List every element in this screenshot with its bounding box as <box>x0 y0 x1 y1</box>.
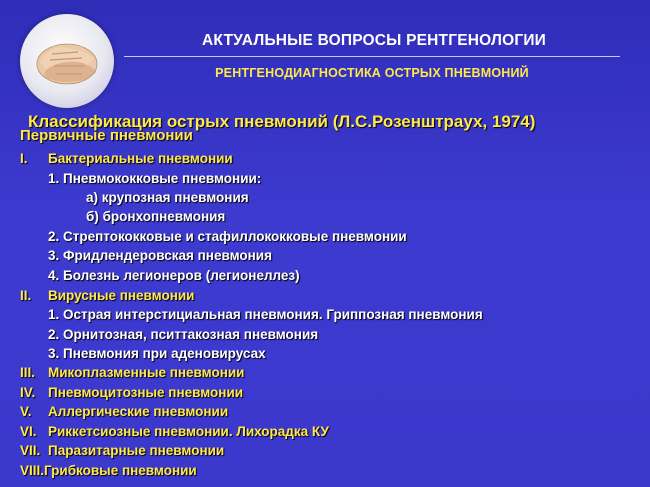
list-item: а) крупозная пневмония <box>86 190 249 205</box>
item-text: Аллергические пневмонии <box>48 404 229 419</box>
list-item: 2. Стрептококковые и стафиллококковые пневмонии <box>48 229 407 244</box>
item-text: Пневмоцитозные пневмонии <box>48 385 244 400</box>
hands-icon <box>20 14 114 108</box>
item-text: Бактериальные пневмонии <box>48 151 233 166</box>
item-text: Вирусные пневмонии <box>48 288 195 303</box>
item-number: VII. <box>20 443 41 458</box>
item-text: Микоплазменные пневмонии <box>48 365 245 380</box>
list-item: 3. Пневмония при аденовирусах <box>48 346 266 361</box>
item-number: VI. <box>20 424 37 439</box>
list-item <box>20 385 243 400</box>
list-item <box>20 288 194 303</box>
header-title: АКТУАЛЬНЫЕ ВОПРОСЫ РЕНТГЕНОЛОГИИ <box>202 32 546 49</box>
item-number: I. <box>20 151 28 166</box>
list-item: 1. Пневмококковые пневмонии: <box>48 171 262 186</box>
item-number: V. <box>20 404 32 419</box>
item-number: II. <box>20 288 32 303</box>
item-text: Грибковые пневмонии <box>44 463 197 478</box>
slide-title: Классификация острых пневмоний (Л.С.Розенштраух, 1974) <box>28 112 536 131</box>
item-text: Паразитарные пневмонии <box>48 443 225 458</box>
list-item: 4. Болезнь легионеров (легионеллез) <box>48 268 300 283</box>
item-number: III. <box>20 365 36 380</box>
list-item <box>20 463 197 478</box>
item-number: IV. <box>20 385 36 400</box>
item-text: Риккетсиозные пневмонии. Лихорадка КУ <box>48 424 329 439</box>
header-divider <box>124 56 620 57</box>
list-item <box>20 443 224 458</box>
header-subtitle: РЕНТГЕНОДИАГНОСТИКА ОСТРЫХ ПНЕВМОНИЙ <box>215 66 529 80</box>
slide-subtitle: Первичные пневмонии <box>20 127 193 144</box>
item-number: VIII. <box>20 463 45 478</box>
list-item: 1. Острая интерстициальная пневмония. Гриппозная пневмония <box>48 307 483 322</box>
list-item: 3. Фридлендеровская пневмония <box>48 248 272 263</box>
list-item <box>20 151 233 166</box>
hands-logo <box>20 14 114 108</box>
list-item: б) бронхопневмония <box>86 209 226 224</box>
list-item: 2. Орнитозная, пситтакозная пневмония <box>48 327 319 342</box>
list-item <box>20 404 228 419</box>
list-item <box>20 365 244 380</box>
list-item <box>20 424 329 439</box>
